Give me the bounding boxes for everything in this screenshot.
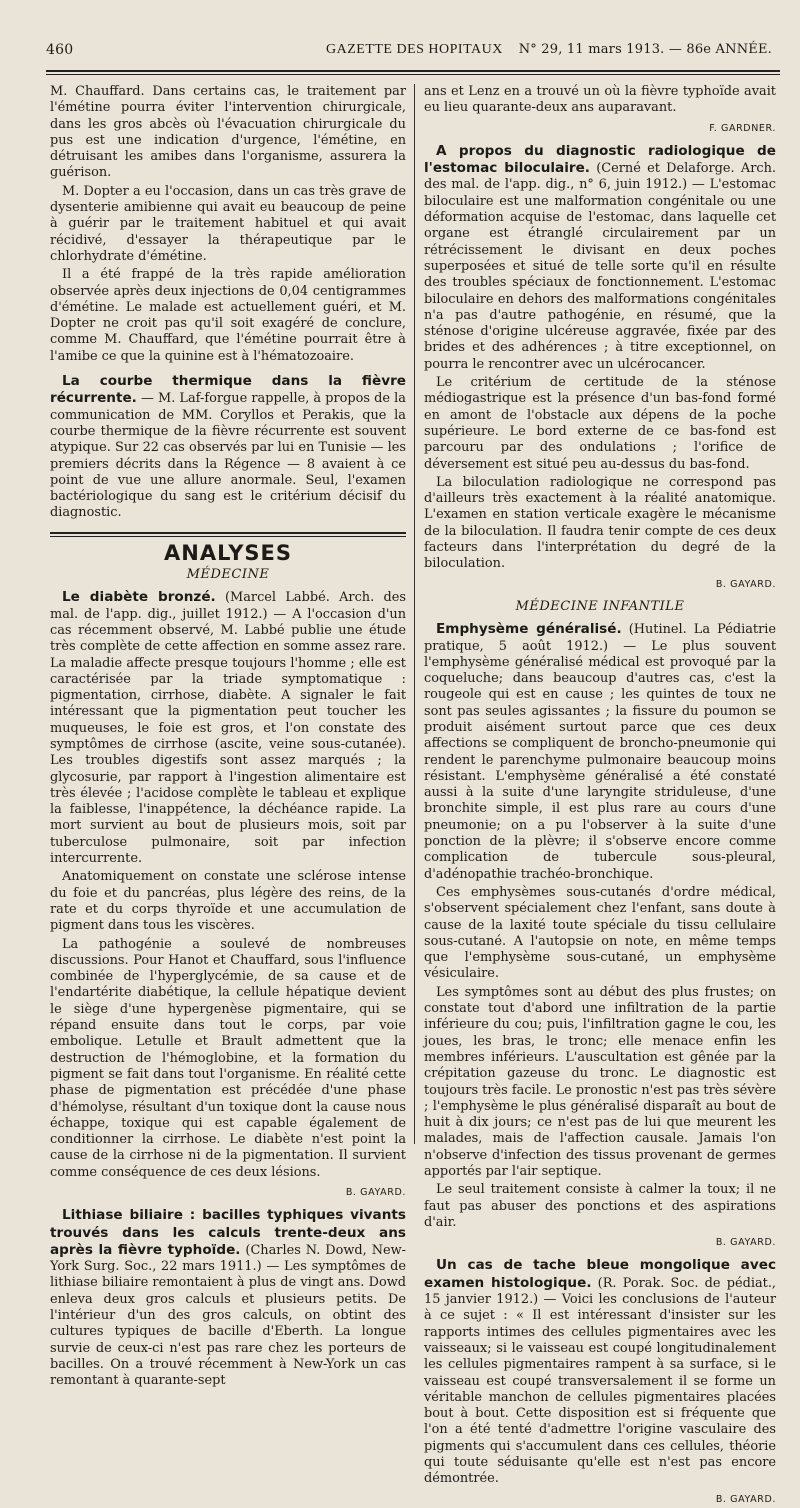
paragraph: La biloculation radiologique ne correspond pas d'ailleurs très exactement à la réalité anatomique. L'examen en station verticale exagère le mécanisme de la biloculation. Il faudra tenir compte de ces deux facteurs dans l'interprétation du degré de la biloculation.: [424, 474, 776, 572]
header-rule-thin: [46, 74, 780, 75]
subsection-title: MÉDECINE: [186, 567, 270, 583]
paragraph: [424, 1182, 776, 1231]
right-column: [424, 84, 777, 1505]
article-text: — M. Laf-forgue rappelle, à propos de la communication de MM. Coryllos et Perakis, que la courbe thermique de la fièvre récurrente est souvent atypique. Sur 22 cas observés par lui en Tunisie — les premiers décrits dans la Régence — 8 avaient à ce point de vue une allure anormale. Seul, l'examen bactériologique du sang est le critérium décisif du diagnostic.: [50, 391, 406, 521]
subsection-title: MÉDECINE INFANTILE: [515, 598, 685, 614]
paragraph: Il a été frappé de la très rapide amélioration observée après deux injections de 0,04 centigrammes d'émétine. Le malade est actuellement guéri, et M. Dopter ne croit pas qu'il soit exagéré de conclure, comme M. Chauffard, que l'émétine pourrait être à l'amibe ce que la quinine est à l'hématozoaire.: [50, 267, 406, 364]
article-diabete-bronze: [50, 589, 406, 867]
section-divider: [50, 532, 406, 534]
journal-title: GAZETTE DES HOPITAUX: [326, 42, 503, 57]
article-reference: (Marcel Labbé. Arch. des mal. de l'app. dig., juillet 1912.) —: [50, 590, 406, 622]
author-signature: B. GAYARD.: [715, 1237, 776, 1249]
article-heading: La courbe thermique dans la fièvre récurrente.: [50, 373, 406, 407]
article-heading: A propos du diagnostic radiologique de l'estomac biloculaire.: [424, 142, 776, 177]
article-text: (Charles N. Dowd, New-York Surg. Soc., 22 mars 1911.) — Les symptômes de lithiase biliaire remontaient à plus de vingt ans. Dowd enleva deux gros calculs et plusieurs petits. De l'intérieur d'un des gros calculs, on obtint des cultures typiques de bacille d'Eberth. La longue survie de ceux-ci n'est pas rare chez les porteurs de bacilles. On a trouvé récemment à New-York un cas remontant à quarante-sept: [50, 1242, 406, 1389]
article-recurrent-fever: [50, 373, 406, 522]
article-text: A l'occasion d'un cas récemment observé, M. Labbé publie une étude très complète de cette affection en somme assez rare. La maladie affecte presque toujours l'homme ; elle est caractérisée par la triade symptomatique : pigmentation, cirrhose, diabète. A signaler le fait intéressant que la pigmentation peut toucher les muqueuses, le foie est gros, et l'on constate des symptômes de cirrhose (ascite, veine sous-cutanée). Les troubles digestifs sont assez marqués ; la glycosurie, par rapport à l'ingestion alimentaire est très élevée ; l'acidose complète le tableau et explique la faiblesse, l'inappétence, la déchéance rapide. La mort survient au bout de plusieurs mois, soit par tuberculose pulmonaire, soit par infection intercurrente.: [50, 606, 406, 867]
page-number: 460: [46, 42, 74, 58]
paragraph: Anatomiquement on constate une sclérose intense du foie et du pancréas, plus légère des reins, de la rate et du corps thyroïde et une accumulation de pigment dans tous les viscères.: [50, 869, 406, 934]
article-emphyseme: [424, 621, 776, 883]
author-signature: B. GAYARD.: [715, 1493, 776, 1505]
article-text: (R. Porak. Soc. de pédiat., 15 janvier 1912.) — Voici les conclusions de l'auteur à ce sujet : « Il est intéressant d'insister sur les rapports intimes des cellules pigmentaires avec les vaisseaux; si le vaisseau est coupé longitudinalement les cellules pigmentaires rampent à sa surface, si le vaisseau est coupé transversalement il se forme un véritable manchon de cellules pigmentaires placées bout à bout. Cette disposition est si fréquente que l'on a été tenté d'admettre l'origine vasculaire des pigments qui s'accumulent dans ces cellules, théorie qui toute séduisante qu'elle est n'est pas encore démontrée.: [424, 1275, 777, 1487]
article-text: (Hutinel. La Pédiatrie pratique, 5 août 1912.) — Le plus souvent l'emphysème généralisé médical est provoqué par la coqueluche; dans beaucoup d'autres cas, c'est la rougeole qui est en cause ; les quintes de toux ne sont pas seules agissantes ; la fissure du poumon se produit aisément surtout parce que ces deux affections se compliquent de broncho-pneumonie qui rendent le parenchyme pulmonaire beaucoup moins résistant. L'emphysème généralisé a été constaté aussi à la suite d'une laryngite striduleuse, d'une bronchite simple, il est plus rare au cours d'une pneumonie; on a pu l'observer à la suite d'une ponction de la plèvre; il s'observe encore comme complication de tubercule sous-pleural, d'adénopathie trachéo-bronchique.: [424, 622, 776, 882]
paragraph-text: Le seul traitement consiste à calmer la toux; il ne faut pas abuser des ponctions et des aspirations d'air.: [424, 1182, 776, 1230]
left-column: [50, 84, 406, 1389]
section-divider-thin: [50, 536, 406, 537]
paragraph: M. Dopter a eu l'occasion, dans un cas très grave de dysenterie amibienne qui avait eu beaucoup de peine à guérir par le traitement habituel et qui avait récidivé, d'essayer la thérapeutique par le chlorhydrate d'émétine.: [50, 183, 406, 264]
article-heading: Emphysème généralisé.: [436, 621, 622, 638]
section-title: ANALYSES: [164, 540, 292, 565]
article-heading: Un cas de tache bleue mongolique avec examen histologique.: [424, 1257, 776, 1291]
article-tache-bleue: [424, 1257, 776, 1487]
article-text: (Cerné et Delaforge. Arch. des mal. de l'app. dig., n° 6, juin 1912.) — L'estomac biloculaire est une malformation congénitale ou une déformation acquise de l'estomac, dans laquelle cet organe est étranglé circulairement par un rétrécissement le divisant en deux poches superposées et situé de telle sorte qu'il en résulte des troubles spéciaux de fonctionnement. L'estomac biloculaire en dehors des malformations congénitales n'a pas d'autre pathogénie, en résumé, que la sténose d'origine ulcéreuse aggravée, fixée par des brides et des adhérences ; à titre exceptionnel, on pourra le rencontrer avec un ulcérocancer.: [424, 161, 776, 372]
article-heading: Lithiase biliaire : bacilles typhiques vivants trouvés dans les calculs trente-deux ans après la fièvre typhoïde.: [50, 1207, 406, 1258]
author-signature: B. GAYARD.: [715, 578, 776, 590]
paragraph: M. Chauffard. Dans certains cas, le traitement par l'émétine pourra éviter l'intervention chirurgicale, dans les gros abcès où l'évacuation chirurgicale du pus est une indication d'urgence, l'émétine, en détruisant les amibes dans l'organisme, assurera la guérison.: [50, 84, 406, 181]
author-signature: B. GAYARD.: [345, 1187, 406, 1198]
page-header: [46, 42, 780, 62]
paragraph: Le critérium de certitude de la sténose médiogastrique est la présence d'un bas-fond formé en amont de l'obstacle aux dépens de la poche supérieure. Le bord externe de ce bas-fond est parcouru par des ondulations ; l'orifice de déversement est situé peu au-dessus du bas-fond.: [424, 375, 776, 472]
paragraph: La pathogénie a soulevé de nombreuses discussions. Pour Hanot et Chauffard, sous l'influence combinée de l'hyperglycémie, de sa cause et de l'endartérite diabétique, la cellule hépatique devient le siège d'une hypergenèse pigmentaire, qui se répand ensuite dans tout le corps, par voie embolique. Letulle et Brault admettent que la destruction de l'hémoglobine, et la formation du pigment se fait dans tout l'organisme. En réalité cette phase de pigmentation est précédée d'une phase d'hémolyse, résultant d'un toxique dont la cause nous échappe, toxique qui est capable également de conditionner la cirrhose. Le diabète n'est point la cause de la cirrhose ni de la pigmentation. Il survient comme conséquence de ces deux lésions.: [50, 936, 406, 1180]
article-estomac-biloculaire: [424, 143, 776, 373]
column-divider: [414, 84, 415, 1144]
article-heading: Le diabète bronzé.: [62, 589, 216, 606]
paragraph: Ces emphysèmes sous-cutanés d'ordre médical, s'observent spécialement chez l'enfant, sans doute à cause de la laxité toute spéciale du tissu cellulaire sous-cutané. A l'autopsie on note, en même temps que l'emphysème sous-cutané, un emphysème vésiculaire.: [424, 884, 776, 982]
header-rule: [46, 70, 780, 72]
issue-info: N° 29, 11 mars 1913. — 86e ANNÉE.: [518, 42, 772, 57]
author-signature: F. GARDNER.: [709, 122, 776, 134]
paragraph: ans et Lenz en a trouvé un où la fièvre typhoïde avait eu lieu quarante-deux ans auparavant.: [424, 84, 776, 116]
article-lithiase: [50, 1207, 406, 1389]
paragraph: Les symptômes sont au début des plus frustes; on constate tout d'abord une infiltration de la partie inférieure du cou; puis, l'infiltration gagne le cou, les joues, les bras, le tronc; elle menace enfin les membres inférieurs. L'auscultation est gênée par la crépitation gazeuse du tronc. Le diagnostic est toujours très facile. Le pronostic n'est pas très sévère ; l'emphysème le plus généralisé disparaît au bout de huit à dix jours; ce n'est pas de lui que meurent les malades, mais de l'affection causale. Jamais l'on n'observe d'infection des tissus provenant de germes apportés par l'air septique.: [424, 984, 777, 1179]
